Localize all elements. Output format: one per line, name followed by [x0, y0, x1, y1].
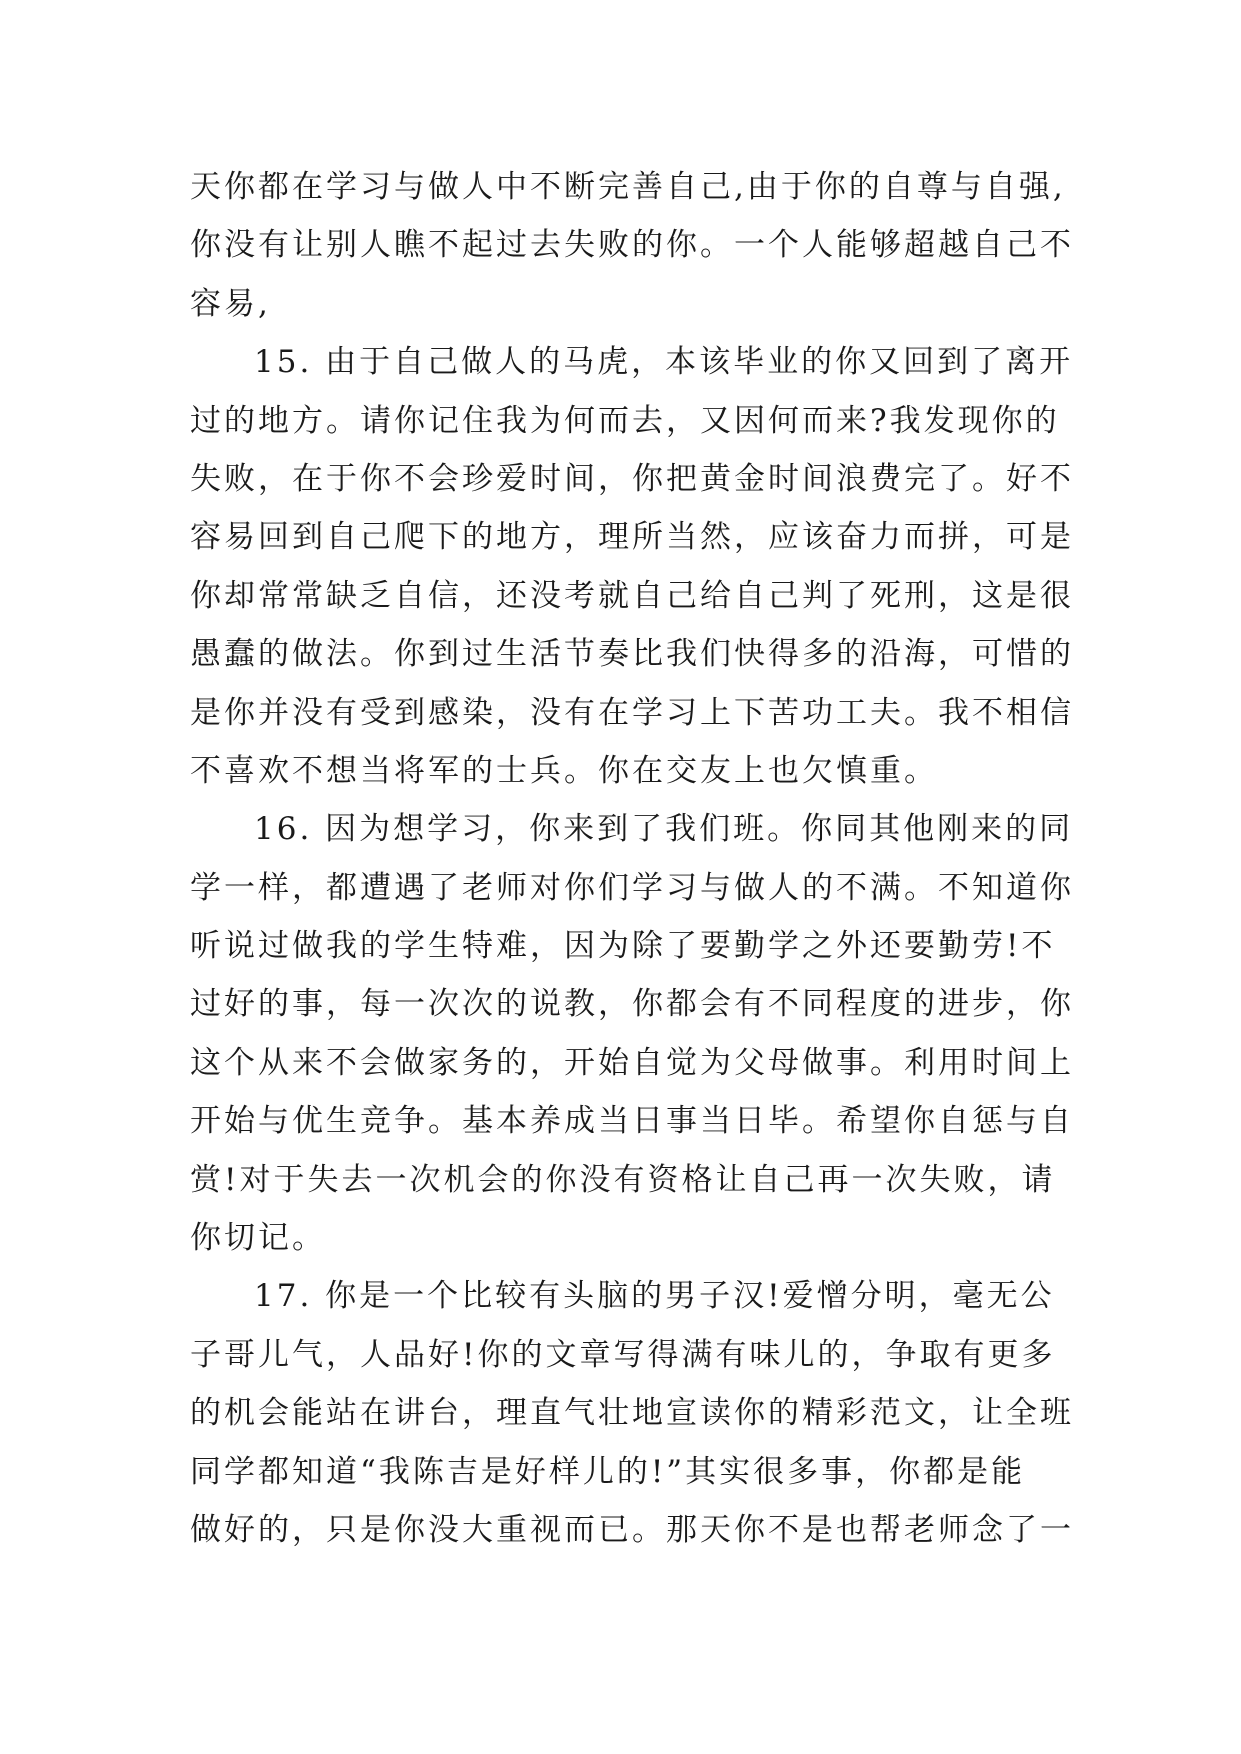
text-line-first: 15. 由于自己做人的马虎，本该毕业的你又回到了离开 [254, 344, 1074, 381]
text-line: 的机会能站在讲台，理直气壮地宣读你的精彩范文，让全班 [190, 1395, 1074, 1432]
text-line: 过好的事，每一次次的说教，你都会有不同程度的进步，你 [190, 986, 1074, 1023]
text-line: 子哥儿气，人品好!你的文章写得满有味儿的，争取有更多 [190, 1336, 1056, 1373]
text-line-first: 17. 你是一个比较有头脑的男子汉!爱憎分明，毫无公 [254, 1278, 1055, 1315]
text-line: 你没有让别人瞧不起过去失败的你。一个人能够超越自己不 [190, 227, 1074, 264]
text-line: 开始与优生竞争。基本养成当日事当日毕。希望你自惩与自 [190, 1103, 1074, 1140]
text-line: 容易, [190, 285, 271, 322]
paragraph-16 [190, 800, 1090, 1267]
paragraph-17 [190, 1267, 1090, 1559]
text-line: 是你并没有受到感染，没有在学习上下苦功工夫。我不相信 [190, 694, 1074, 731]
text-line-first: 16. 因为想学习，你来到了我们班。你同其他刚来的同 [254, 811, 1074, 848]
text-line: 你切记。 [190, 1220, 326, 1257]
paragraph-15 [190, 333, 1090, 800]
text-line: 做好的，只是你没大重视而已。那天你不是也帮老师念了一 [190, 1511, 1074, 1548]
document-page [190, 158, 1090, 1559]
text-line: 你却常常缺乏自信，还没考就自己给自己判了死刑，这是很 [190, 577, 1074, 614]
text-line: 天你都在学习与做人中不断完善自己,由于你的自尊与自强, [190, 169, 1066, 205]
text-line: 赏!对于失去一次机会的你没有资格让自己再一次失败，请 [190, 1161, 1056, 1198]
text-line: 愚蠢的做法。你到过生活节奏比我们快得多的沿海，可惜的 [190, 636, 1074, 673]
text-line: 听说过做我的学生特难，因为除了要勤学之外还要勤劳!不 [190, 928, 1056, 965]
text-line: 过的地方。请你记住我为何而去，又因何而来?我发现你的 [190, 402, 1060, 439]
text-line: 这个从来不会做家务的，开始自觉为父母做事。利用时间上 [190, 1044, 1074, 1081]
text-line: 容易回到自己爬下的地方，理所当然，应该奋力而拼，可是 [190, 519, 1074, 556]
text-line: 失败，在于你不会珍爱时间，你把黄金时间浪费完了。好不 [190, 460, 1074, 497]
text-line: 学一样，都遭遇了老师对你们学习与做人的不满。不知道你 [190, 869, 1074, 906]
text-line: 同学都知道“我陈吉是好样儿的!”其实很多事，你都是能 [190, 1453, 1026, 1490]
paragraph-14-continuation [190, 158, 1090, 333]
text-line: 不喜欢不想当将军的士兵。你在交友上也欠慎重。 [190, 752, 938, 789]
